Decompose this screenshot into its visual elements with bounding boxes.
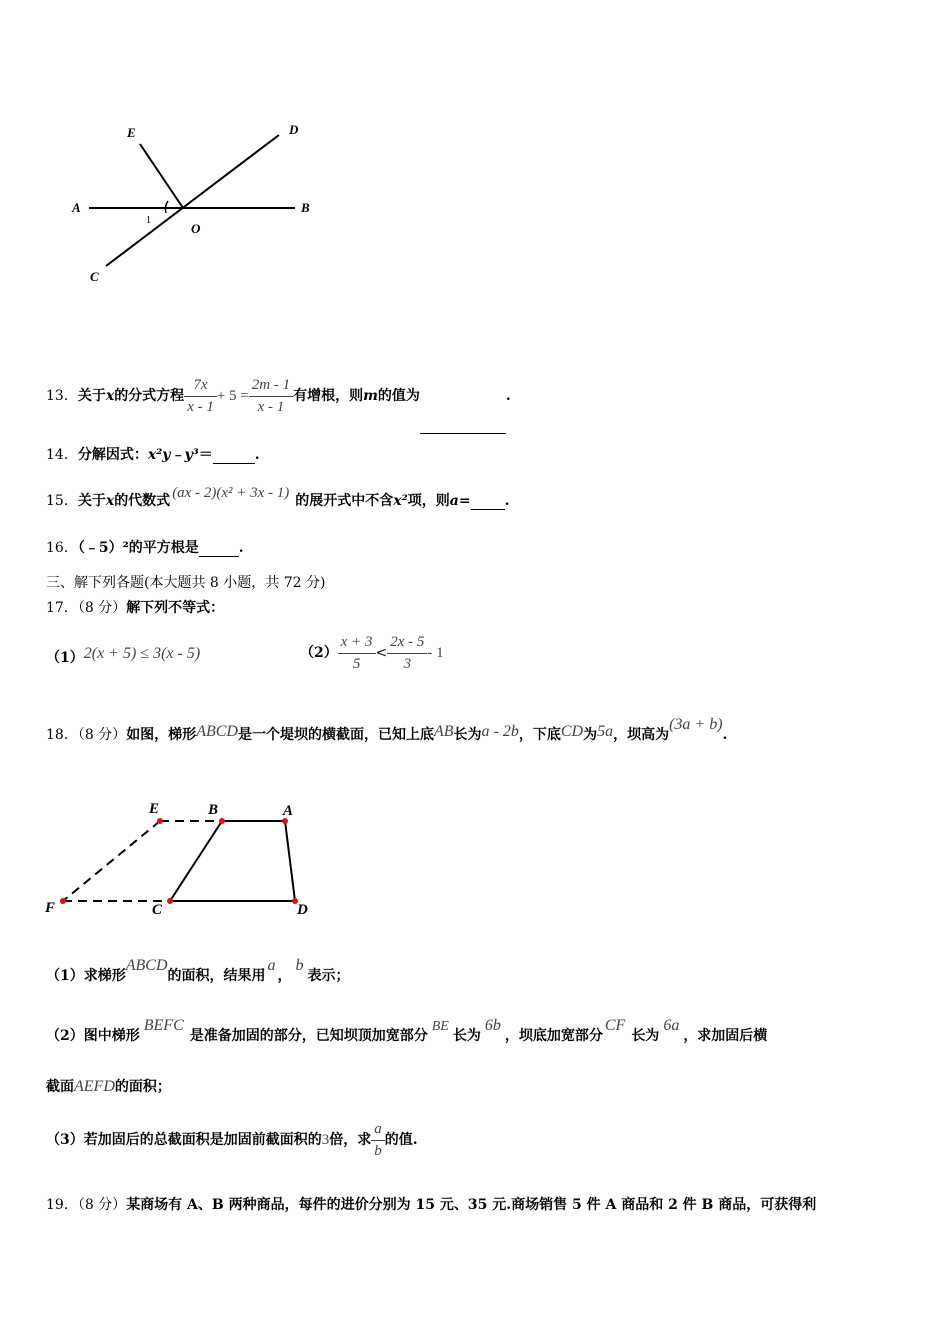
label-o: O	[191, 221, 201, 236]
question-18-part-1: （1）求梯形ABCD的面积，结果用a，b表示；	[46, 957, 350, 984]
question-18: 18．（8 分）如图，梯形ABCD是一个堤坝的横截面，已知上底AB长为a - 2b，下底CD为5a，坝高为(3a + b).	[46, 716, 728, 743]
label-b: B	[208, 802, 219, 818]
q13-fraction-right: $\frac{2m - 1}{x - 1}$	[249, 377, 293, 416]
angle-figure	[60, 115, 340, 295]
label-angle-1: 1	[146, 215, 151, 226]
label-d: D	[289, 122, 299, 137]
q15-answer-blank[interactable]	[471, 495, 505, 510]
section-3-title: 三、解下列各题(本大题共 8 小题，共 72 分)	[46, 575, 326, 591]
point-c	[167, 898, 173, 904]
q18-fraction-a-over-b: $\frac{a}{b}$	[371, 1121, 385, 1160]
label-e: E	[127, 125, 136, 140]
question-18-part-2-cont: 截面AEFD的面积；	[46, 1078, 171, 1095]
point-b	[219, 818, 225, 824]
q17-fraction-2: $\frac{2x - 5}{3}$	[387, 634, 427, 673]
point-f	[60, 898, 66, 904]
question-17: 17．（8 分）解下列不等式：	[46, 600, 225, 616]
dashed-e-f	[63, 821, 160, 901]
question-19: 19．（8 分）某商场有 A、B 两种商品，每件的进价分别为 15 元、35 元.商场销售 5 件 A 商品和 2 件 B 商品，可获得利	[46, 1197, 817, 1213]
label-c: C	[90, 269, 99, 284]
label-c: C	[152, 902, 163, 918]
ray-oe	[140, 144, 183, 208]
question-13: 13．关于x的分式方程 $\frac{7x}{x - 1}$ + 5 = $\frac{2m - 1}{x - 1}$ 有增根，则m的值为 .	[46, 358, 511, 434]
question-17-part-2: （2） $\frac{x + 3}{5}$ < $\frac{2x - 5}{3}$ - 1	[300, 633, 444, 672]
label-f: F	[45, 900, 56, 916]
trapezoid-abcd	[170, 821, 295, 901]
q14-answer-blank[interactable]	[213, 449, 255, 464]
q13-answer-blank[interactable]	[420, 419, 506, 434]
label-a: A	[72, 200, 81, 215]
question-16: 16．（﹣5）²的平方根是 .	[46, 540, 244, 556]
trapezoid-figure	[40, 795, 330, 925]
question-18-part-3: （3）若加固后的总截面积是加固前截面积的3倍，求 $\frac{a}{b}$ 的值.	[46, 1120, 418, 1159]
line-cd	[106, 135, 279, 266]
label-e: E	[149, 801, 160, 817]
point-e	[157, 818, 163, 824]
q17-fraction-1: $\frac{x + 3}{5}$	[338, 634, 376, 673]
q16-answer-blank[interactable]	[199, 542, 239, 557]
question-17-part-1: （1）2(x + 5) ≤ 3(x - 5)	[46, 645, 201, 666]
label-b: B	[301, 200, 310, 215]
label-d: D	[297, 902, 308, 918]
question-14: 14．分解因式：x²y﹣y³＝ .	[46, 447, 260, 463]
question-18-part-2: （2）图中梯形BEFC是准备加固的部分，已知坝顶加宽部分BE长为6b，坝底加宽部分CF长为6a，求加固后横	[46, 1017, 768, 1044]
q13-fraction-left: $\frac{7x}{x - 1}$	[184, 377, 217, 416]
label-a: A	[283, 803, 294, 819]
question-15: 15．关于x的代数式 (ax - 2)(x² + 3x - 1) 的展开式中不含x²项，则a= .	[46, 485, 510, 509]
